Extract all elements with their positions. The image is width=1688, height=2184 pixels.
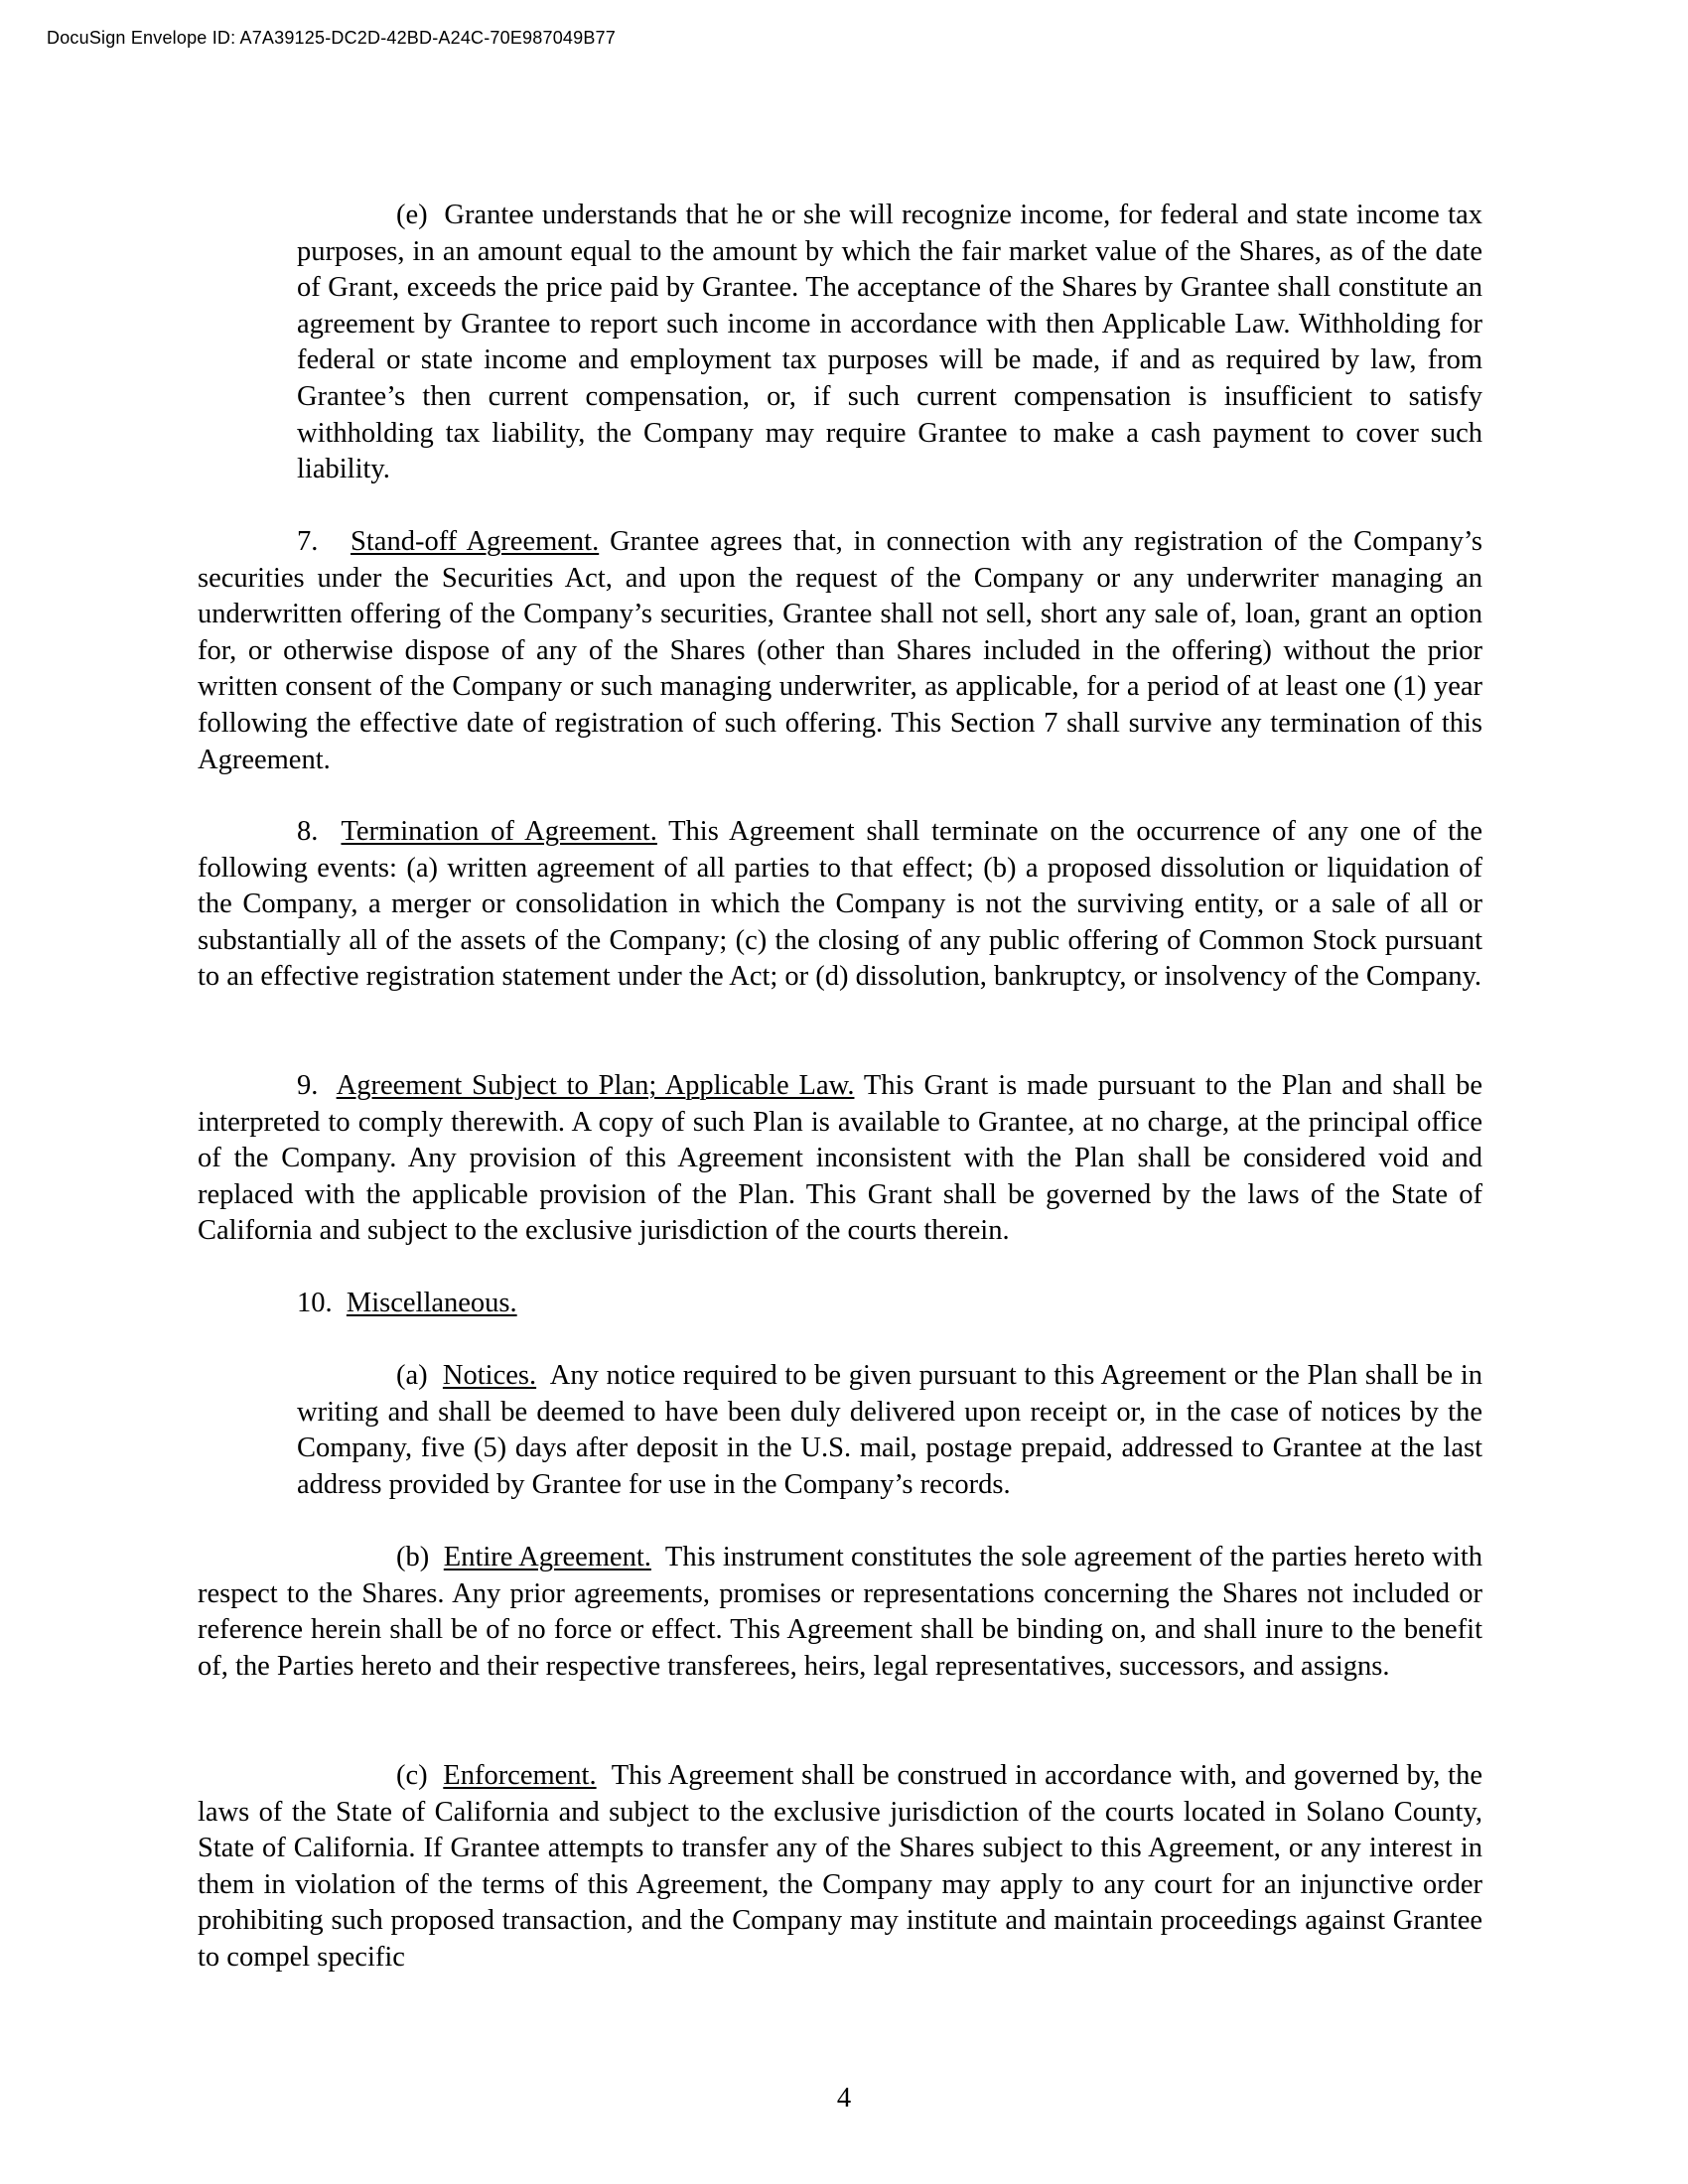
clause-label: (e)	[396, 200, 445, 230]
section-number: 7.	[297, 526, 352, 557]
clause-label: (c)	[396, 1760, 444, 1791]
section-9-agreement-subject-to-plan	[198, 1068, 1482, 1250]
section-body: This Grant is made pursuant to the Plan and shall be interpreted to comply therewith. A copy of such Plan is available to Grantee, at no charge, at the principal office of the Company. Any provision of this Agreement inconsistent with the Plan shall be considered void and replaced with the applicable provision of the Plan. This Grant shall be governed by the laws of the State of California and subject to the exclusive jurisdiction of the courts therein.	[198, 1070, 1482, 1247]
clause-title: Notices.	[442, 1360, 537, 1391]
section-title: Agreement Subject to Plan; Applicable Law.	[336, 1070, 855, 1101]
section-10-miscellaneous	[198, 1286, 1482, 1322]
clause-body: Grantee understands that he or she will recognize income, for federal and state income tax purposes, in an amount equal to the amount by which the fair market value of the Shares, as of the date of Grant, exceeds the price paid by Grantee. The acceptance of the Shares by Grantee shall constitute an agreement by Grantee to report such income in accordance with then Applicable Law. Withholding for federal or state income and employment tax purposes will be made, if and as required by law, from Grantee’s then current compensation, or, if such current compensation is insufficient to satisfy withholding tax liability, the Company may require Grantee to make a cash payment to cover such liability.	[297, 200, 1482, 485]
envelope-id-header: DocuSign Envelope ID: A7A39125-DC2D-42BD-A24C-70E987049B77	[47, 28, 616, 48]
section-number: 9.	[297, 1070, 337, 1101]
section-title: Termination of Agreement.	[341, 816, 657, 847]
page-number: 4	[836, 2083, 852, 2114]
clause-body: This Agreement shall be construed in accordance with, and governed by, the laws of the State of California and subject to the exclusive jurisdiction of the courts located in Solano County, State of California. If Grantee attempts to transfer any of the Shares subject to this Agreement, or any interest in them in violation of the terms of this Agreement, the Company may apply to any court for an injunctive order prohibiting such proposed transaction, and the Company may institute and maintain proceedings against Grantee to compel specific	[198, 1760, 1490, 1973]
clause-label: (b)	[396, 1542, 444, 1572]
clause-title: Enforcement.	[443, 1760, 597, 1791]
clause-title: Entire Agreement.	[443, 1542, 651, 1572]
section-10a-notices	[297, 1358, 1490, 1503]
section-title: Miscellaneous.	[346, 1288, 517, 1318]
section-10c-enforcement	[198, 1758, 1490, 1977]
section-title: Stand-off Agreement.	[351, 526, 600, 557]
paragraph-6e	[297, 198, 1482, 488]
section-number: 8.	[297, 816, 342, 847]
clause-label: (a)	[396, 1360, 443, 1391]
section-number: 10.	[297, 1288, 347, 1318]
section-10b-entire-agreement	[198, 1540, 1490, 1685]
section-8-termination	[198, 814, 1482, 996]
clause-body: Any notice required to be given pursuant to this Agreement or the Plan shall be in writing and shall be deemed to have been duly delivered upon receipt or, in the case of notices by the Company, five (5) days after deposit in the U.S. mail, postage prepaid, addressed to Grantee at the last address provided by Grantee for use in the Company’s records.	[297, 1360, 1490, 1500]
section-7-stand-off-agreement	[198, 524, 1482, 778]
section-body: Grantee agrees that, in connection with any registration of the Company’s securities under the Securities Act, and upon the request of the Company or any underwriter managing an underwritten offering of the Company’s securities, Grantee shall not sell, short any sale of, loan, grant an option for, or otherwise dispose of any of the Shares (other than Shares included in the offering) without the prior written consent of the Company or such managing underwriter, as applicable, for a period of at least one (1) year following the effective date of registration of such offering. This Section 7 shall survive any termination of this Agreement.	[198, 526, 1482, 775]
clause-body: This instrument constitutes the sole agreement of the parties hereto with respect to the Shares. Any prior agreements, promises or representations concerning the Shares not included or reference herein shall be of no force or effect. This Agreement shall be binding on, and shall inure to the benefit of, the Parties hereto and their respective transferees, heirs, legal representatives, successors, and assigns.	[198, 1542, 1490, 1682]
section-body: This Agreement shall terminate on the occurrence of any one of the following events: (a) written agreement of all parties to that effect; (b) a proposed dissolution or liquidation of the Company, a merger or consolidation in which the Company is not the surviving entity, or a sale of all or substantially all of the assets of the Company; (c) the closing of any public offering of Common Stock pursuant to an effective registration statement under the Act; or (d) dissolution, bankruptcy, or insolvency of the Company.	[198, 816, 1482, 993]
